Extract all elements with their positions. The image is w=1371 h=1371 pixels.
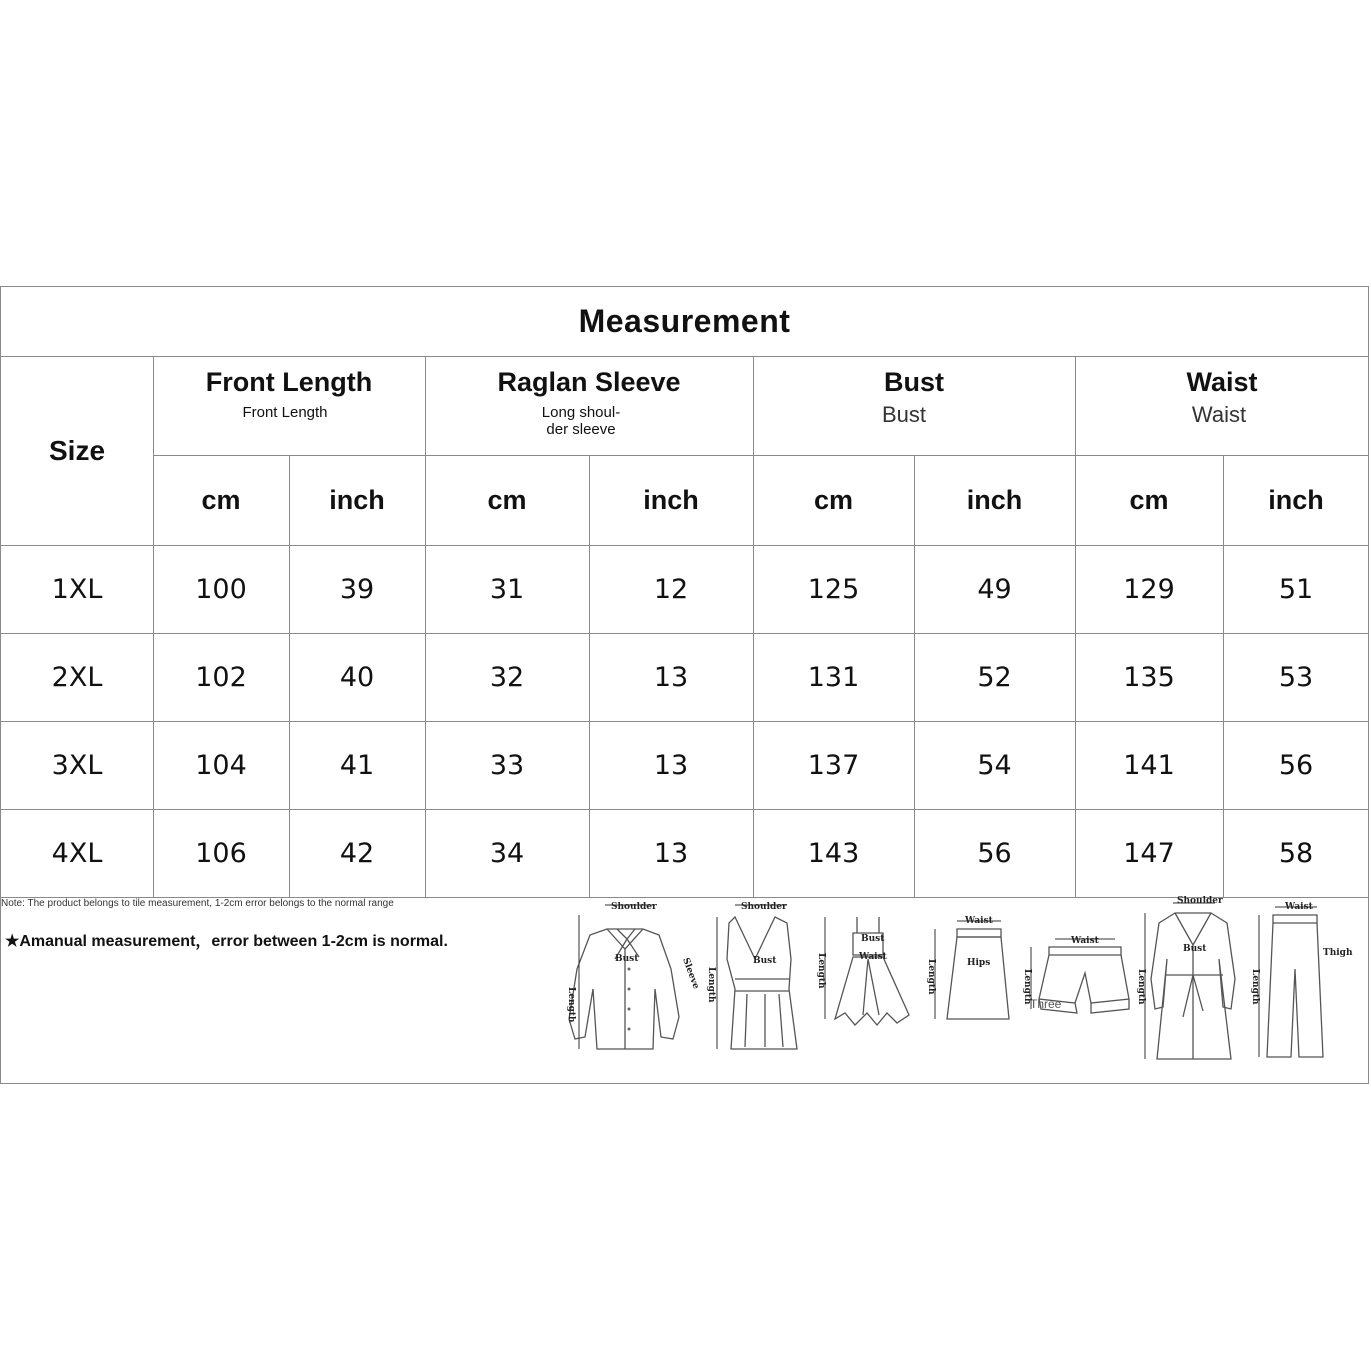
group-subtitle: Waist [1191, 402, 1247, 427]
group-title: Waist [1186, 367, 1258, 397]
shoulder-label: Shoulder [1177, 896, 1223, 906]
length-label: Length [706, 967, 716, 1003]
table-cell: 56 [1278, 749, 1314, 781]
table-cell: 31 [489, 573, 525, 605]
table-cell: 40 [339, 661, 375, 693]
table-cell: 141 [1123, 749, 1175, 781]
group-subtitle: Long shoul- der sleeve [541, 404, 621, 438]
unit-header: cm [487, 484, 527, 515]
unit-header: inch [643, 484, 699, 515]
size-cell: 4XL [51, 837, 103, 869]
table-cell: 13 [653, 837, 689, 869]
size-cell: 1XL [51, 573, 103, 605]
table-cell: 32 [489, 661, 525, 693]
group-subtitle: Front Length [242, 404, 328, 421]
table-cell: 131 [807, 661, 860, 693]
unit-header: cm [1129, 484, 1169, 515]
group-title: Front Length [205, 367, 373, 397]
table-cell: 147 [1123, 837, 1175, 869]
size-cell: 2XL [51, 661, 103, 693]
shoulder-label: Shoulder [741, 902, 787, 912]
thigh-label: Thigh [1323, 948, 1353, 958]
size-column-header: Size [48, 434, 106, 466]
table-cell: 129 [1123, 573, 1175, 605]
shorts-diagram [1022, 899, 1135, 1069]
table-cell: 106 [195, 837, 247, 869]
group-header-bust [753, 356, 1075, 455]
table-cell: 56 [977, 837, 1012, 869]
table-cell: 125 [807, 573, 860, 605]
table-cell: 58 [1278, 837, 1314, 869]
bust-label: Bust [1183, 944, 1207, 954]
bust-label: Bust [753, 956, 777, 966]
table-cell: 104 [195, 749, 247, 781]
coat-diagram [1136, 896, 1247, 1069]
length-label: Length [1136, 969, 1146, 1005]
unit-header: cm [813, 484, 854, 515]
table-cell: 12 [653, 573, 689, 605]
table-cell: 135 [1123, 661, 1175, 693]
waist-label: Waist [859, 952, 887, 962]
length-label: Length [566, 987, 576, 1023]
table-cell: 13 [653, 661, 689, 693]
group-subtitle: Bust [881, 402, 927, 427]
group-title: Raglan Sleeve [497, 367, 681, 397]
shoulder-label: Shoulder [611, 902, 657, 912]
unit-header: cm [201, 484, 241, 515]
table-cell: 42 [339, 837, 375, 869]
unit-header: inch [966, 484, 1023, 515]
table-cell: 143 [807, 837, 860, 869]
size-cell: 3XL [51, 749, 103, 781]
length-label: Length [816, 953, 826, 989]
dress-diagram [817, 899, 917, 1069]
table-cell: 137 [807, 749, 860, 781]
tank-top-diagram [707, 899, 807, 1069]
table-cell: 100 [195, 573, 247, 605]
table-cell: 52 [977, 661, 1012, 693]
table-cell: 13 [653, 749, 689, 781]
table-cell: 34 [489, 837, 525, 869]
unit-header: inch [329, 484, 385, 515]
table-cell: 53 [1278, 661, 1314, 693]
table-cell: 102 [195, 661, 247, 693]
group-title: Bust [884, 367, 944, 397]
waist-label: Waist [965, 916, 993, 926]
table-cell: 49 [977, 573, 1012, 605]
waist-label: Waist [1071, 936, 1099, 946]
table-cell: 41 [339, 749, 375, 781]
garment-diagrams [541, 896, 1361, 1079]
size-chart-table [0, 286, 1369, 1084]
skirt-diagram [927, 899, 1023, 1069]
three-label: Three [1030, 997, 1062, 1011]
measurement-note: ★Amanual measurement，error between 1-2cm is normal. [5, 933, 448, 950]
table-cell: 54 [977, 749, 1012, 781]
sleeve-label: Sleeve [680, 956, 701, 991]
table-title: Measurement [578, 303, 791, 339]
waist-label: Waist [1285, 902, 1313, 912]
unit-header: inch [1268, 484, 1324, 515]
measurement-note-small: Note: The product belongs to tile measurement, 1-2cm error belongs to the normal range [1, 898, 394, 909]
length-label: Length [1250, 969, 1260, 1005]
shirt-diagram [555, 899, 701, 1069]
hips-label: Hips [967, 958, 991, 968]
bust-label: Bust [615, 954, 639, 964]
length-label: Length [926, 959, 936, 995]
length-label: Length [1022, 969, 1032, 1005]
group-header-front-length [153, 356, 425, 455]
table-cell: 39 [339, 573, 375, 605]
bust-label: Bust [861, 934, 885, 944]
group-header-raglan-sleeve [425, 356, 753, 455]
table-cell: 51 [1278, 573, 1314, 605]
group-header-waist [1075, 356, 1369, 455]
pants-diagram [1251, 899, 1351, 1069]
table-cell: 33 [489, 749, 525, 781]
